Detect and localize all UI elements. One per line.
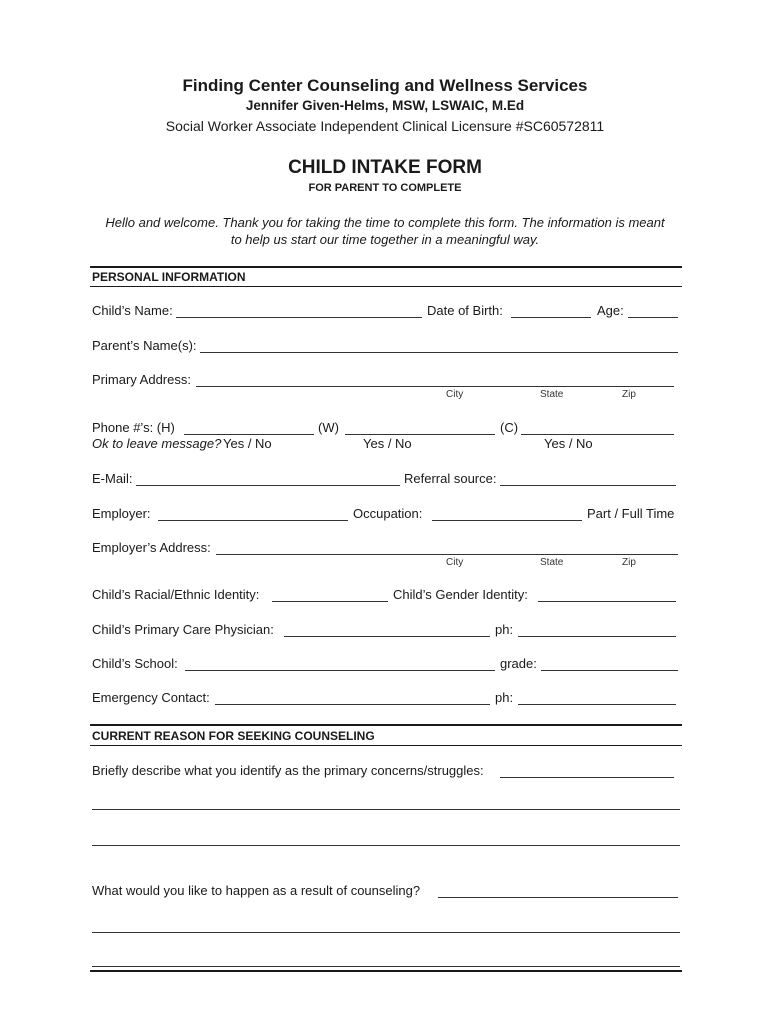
outcome-field-line[interactable] [92, 932, 680, 933]
section-rule [90, 724, 682, 726]
gender-identity-label: Child’s Gender Identity: [393, 587, 528, 602]
dob-label: Date of Birth: [427, 303, 503, 318]
employer-row [92, 506, 680, 524]
email-field[interactable] [136, 485, 400, 486]
license-line: Social Worker Associate Independent Clinical Licensure #SC60572811 [165, 118, 605, 134]
phone-work-label: (W) [318, 420, 339, 435]
intro-line-2: to help us start our time together in a meaningful way. [230, 232, 540, 247]
employer-field[interactable] [158, 520, 348, 521]
age-field[interactable] [628, 317, 678, 318]
phone-cell-field[interactable] [521, 434, 674, 435]
outcome-line-3 [92, 952, 680, 970]
section-rule-thin [90, 745, 682, 746]
form-subtitle: FOR PARENT TO COMPLETE [308, 182, 462, 194]
phone-home-label: Phone #’s: (H) [92, 420, 175, 435]
dob-field[interactable] [511, 317, 591, 318]
section-heading-reason: CURRENT REASON FOR SEEKING COUNSELING [92, 729, 375, 743]
outcome-field-line[interactable] [92, 966, 680, 967]
emergency-label: Emergency Contact: [92, 690, 210, 705]
employer-label: Employer: [92, 506, 151, 521]
employer-address-row [92, 540, 680, 558]
physician-phone-field[interactable] [518, 636, 676, 637]
primary-address-label: Primary Address: [92, 372, 191, 387]
employer-address-label: Employer’s Address: [92, 540, 211, 555]
employer-state-caption: State [540, 557, 564, 568]
cell-message-yes-no[interactable]: Yes / No [544, 436, 593, 451]
intro-text [0, 214, 770, 248]
school-field[interactable] [185, 670, 495, 671]
outcome-field[interactable] [438, 897, 678, 898]
identity-row [92, 587, 680, 605]
child-name-label: Child’s Name: [92, 303, 173, 318]
address-zip-caption: Zip [622, 389, 636, 400]
school-label: Child’s School: [92, 656, 178, 671]
message-row [92, 436, 680, 454]
section-heading-personal: PERSONAL INFORMATION [92, 270, 246, 284]
concerns-row [92, 763, 680, 781]
concerns-line-3 [92, 831, 680, 849]
parent-names-label: Parent’s Name(s): [92, 338, 197, 353]
part-full-time[interactable]: Part / Full Time [587, 506, 675, 521]
physician-row [92, 622, 680, 640]
clinician-name: Jennifer Given-Helms, MSW, LSWAIC, M.Ed [245, 98, 525, 113]
emergency-phone-label: ph: [495, 690, 514, 705]
emergency-field[interactable] [215, 704, 490, 705]
section-rule [90, 266, 682, 268]
primary-address-row [92, 372, 680, 390]
employer-zip-caption: Zip [622, 557, 636, 568]
referral-label: Referral source: [404, 471, 497, 486]
racial-identity-label: Child’s Racial/Ethnic Identity: [92, 587, 260, 602]
email-row [92, 471, 680, 489]
concerns-line-2 [92, 795, 680, 813]
physician-label: Child’s Primary Care Physician: [92, 622, 274, 637]
parent-names-row [92, 338, 680, 356]
concerns-label: Briefly describe what you identify as the primary concerns/struggles: [92, 763, 484, 778]
address-state-caption: State [540, 389, 564, 400]
concerns-field-line[interactable] [92, 845, 680, 846]
phone-home-field[interactable] [184, 434, 314, 435]
outcome-label: What would you like to happen as a result of counseling? [92, 883, 421, 898]
outcome-row [92, 883, 680, 901]
occupation-field[interactable] [432, 520, 582, 521]
concerns-field[interactable] [500, 777, 674, 778]
gender-identity-field[interactable] [538, 601, 676, 602]
bottom-rule [90, 970, 682, 972]
work-message-yes-no[interactable]: Yes / No [363, 436, 412, 451]
grade-field[interactable] [541, 670, 678, 671]
outcome-line-2 [92, 918, 680, 936]
racial-identity-field[interactable] [272, 601, 388, 602]
emergency-phone-field[interactable] [518, 704, 676, 705]
occupation-label: Occupation: [353, 506, 423, 521]
phone-work-field[interactable] [345, 434, 495, 435]
concerns-field-line[interactable] [92, 809, 680, 810]
emergency-row [92, 690, 680, 708]
primary-address-field[interactable] [196, 386, 674, 387]
ok-message-label: Ok to leave message? [92, 436, 222, 451]
address-city-caption: City [446, 389, 464, 400]
grade-label: grade: [500, 656, 537, 671]
form-title: CHILD INTAKE FORM [288, 157, 482, 178]
child-name-row [92, 303, 680, 321]
age-label: Age: [597, 303, 624, 318]
org-name: Finding Center Counseling and Wellness Services [182, 76, 588, 95]
referral-field[interactable] [500, 485, 676, 486]
employer-city-caption: City [446, 557, 464, 568]
email-label: E-Mail: [92, 471, 133, 486]
physician-phone-label: ph: [495, 622, 514, 637]
phone-cell-label: (C) [500, 420, 519, 435]
section-rule-thin [90, 286, 682, 287]
school-row [92, 656, 680, 674]
employer-address-field[interactable] [216, 554, 678, 555]
physician-field[interactable] [284, 636, 490, 637]
intro-line-1: Hello and welcome. Thank you for taking the time to complete this form. The information is meant [105, 215, 665, 230]
home-message-yes-no[interactable]: Yes / No [223, 436, 272, 451]
parent-names-field[interactable] [200, 352, 678, 353]
child-name-field[interactable] [176, 317, 422, 318]
